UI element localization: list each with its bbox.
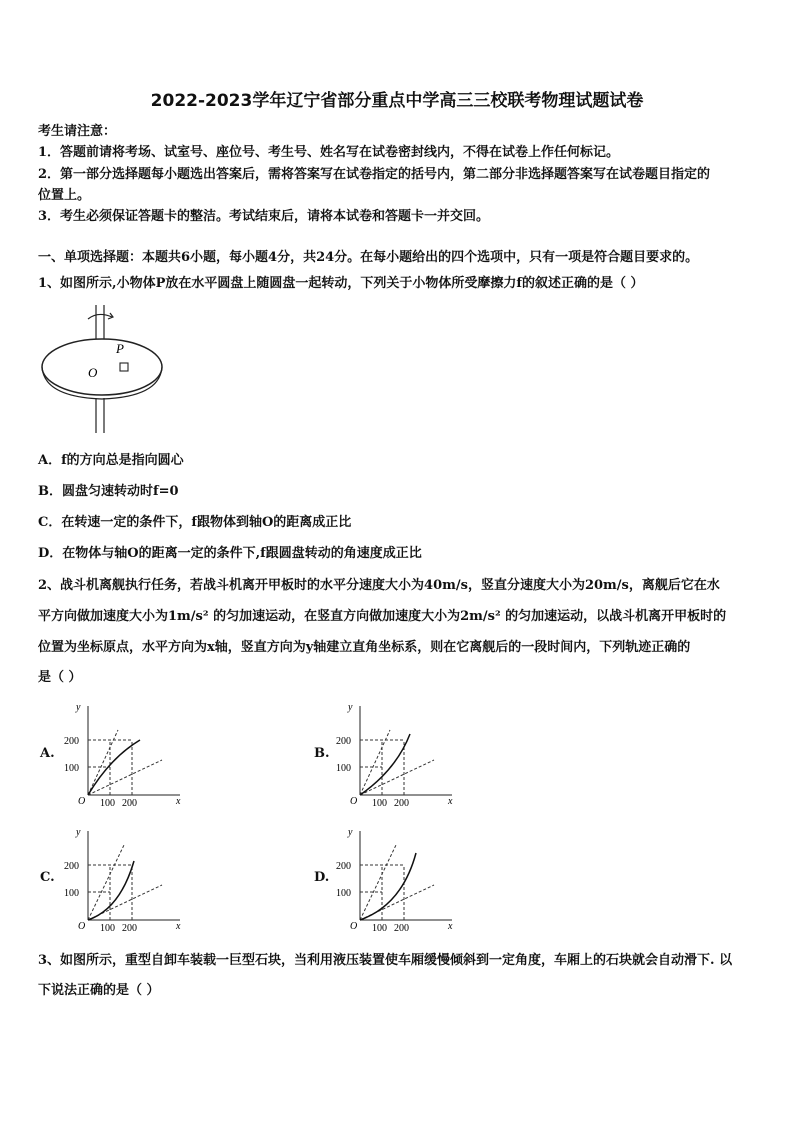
y-axis-label: y xyxy=(76,702,81,713)
y-tick: 200 xyxy=(336,861,351,872)
notice-heading: 考生请注意： xyxy=(38,124,117,139)
asymptote-line xyxy=(360,760,434,795)
q2-stem-line: 是（ ） xyxy=(38,670,82,685)
origin-label: O xyxy=(78,921,86,932)
y-tick: 100 xyxy=(336,763,351,774)
label-p: P xyxy=(116,341,124,356)
y-tick: 100 xyxy=(64,888,79,899)
notice-item: 位置上。 xyxy=(38,188,91,203)
graph-c-label: C. xyxy=(40,870,55,885)
x-tick: 200 xyxy=(394,923,409,934)
x-tick: 100 xyxy=(100,923,115,934)
q1-option-c: C．在转速一定的条件下，f跟物体到轴O的距离成正比 xyxy=(38,515,352,530)
q2-stem-line: 平方向做加速度大小为1m/s² 的匀加速运动，在竖直方向做加速度大小为2m/s² 的匀加速运动，以战斗机离开甲板时的 xyxy=(38,609,727,624)
y-tick: 200 xyxy=(336,736,351,747)
y-tick: 100 xyxy=(336,888,351,899)
x-tick: 100 xyxy=(372,798,387,809)
object-p xyxy=(120,363,128,371)
x-tick: 200 xyxy=(122,923,137,934)
x-tick: 100 xyxy=(372,923,387,934)
notice-item: 3．考生必须保证答题卡的整洁。考试结束后，请将本试卷和答题卡一并交回。 xyxy=(38,209,490,224)
x-tick: 200 xyxy=(394,798,409,809)
trajectory-curve xyxy=(360,734,410,795)
origin-label: O xyxy=(78,796,86,807)
graph-c xyxy=(58,825,188,935)
q3-stem-line: 3、如图所示，重型自卸车装载一巨型石块，当利用液压装置使车厢缓慢倾斜到一定角度，车厢上的石块就会自动滑下. 以 xyxy=(38,953,733,968)
graph-b-label: B. xyxy=(314,746,330,761)
y-tick: 100 xyxy=(64,763,79,774)
disc-figure xyxy=(40,305,170,435)
notice-item: 1．答题前请将考场、试室号、座位号、考生号、姓名写在试卷密封线内，不得在试卷上作任何标记。 xyxy=(38,145,620,160)
y-axis-label: y xyxy=(76,827,81,838)
q2-stem-line: 位置为坐标原点，水平方向为x轴，竖直方向为y轴建立直角坐标系，则在它离舰后的一段时间内，下列轨迹正确的 xyxy=(38,640,691,655)
trajectory-curve xyxy=(88,861,134,920)
page-title: 2022-2023学年辽宁省部分重点中学高三三校联考物理试题试卷 xyxy=(150,91,644,111)
question-1-stem: 1、如图所示,小物体P放在水平圆盘上随圆盘一起转动，下列关于小物体所受摩擦力f的叙述正确的是（ ） xyxy=(38,276,644,291)
graph-d-label: D. xyxy=(314,870,330,885)
q3-stem-line: 下说法正确的是（ ） xyxy=(38,983,160,998)
graph-a-label: A. xyxy=(40,746,55,761)
y-axis-label: y xyxy=(348,827,353,838)
x-axis-label: x xyxy=(176,796,181,807)
q1-option-d: D．在物体与轴O的距离一定的条件下,f跟圆盘转动的角速度成正比 xyxy=(38,546,422,561)
q2-stem-line: 2、战斗机离舰执行任务，若战斗机离开甲板时的水平分速度大小为40m/s，竖直分速度大小为20m/s，离舰后它在水 xyxy=(38,578,720,593)
x-tick: 200 xyxy=(122,798,137,809)
x-axis-label: x xyxy=(448,796,453,807)
q1-option-b: B．圆盘匀速转动时f=0 xyxy=(38,484,179,499)
graph-a xyxy=(58,700,188,810)
section-header: 一、单项选择题：本题共6小题，每小题4分，共24分。在每小题给出的四个选项中，只有一项是符合题目要求的。 xyxy=(38,250,699,265)
q1-option-a: A．f的方向总是指向圆心 xyxy=(38,453,184,468)
graph-b xyxy=(330,700,460,810)
asymptote-line xyxy=(360,845,396,920)
x-axis-label: x xyxy=(176,921,181,932)
disc xyxy=(42,339,162,395)
y-axis-label: y xyxy=(348,702,353,713)
origin-label: O xyxy=(350,796,358,807)
notice-item: 2．第一部分选择题每小题选出答案后，需将答案写在试卷指定的括号内，第二部分非选择题答案写在试卷题目指定的 xyxy=(38,167,711,182)
x-tick: 100 xyxy=(100,798,115,809)
origin-label: O xyxy=(350,921,358,932)
label-o: O xyxy=(88,365,98,380)
y-tick: 200 xyxy=(64,736,79,747)
x-axis-label: x xyxy=(448,921,453,932)
trajectory-curve xyxy=(360,853,416,920)
y-tick: 200 xyxy=(64,861,79,872)
graph-d xyxy=(330,825,460,935)
